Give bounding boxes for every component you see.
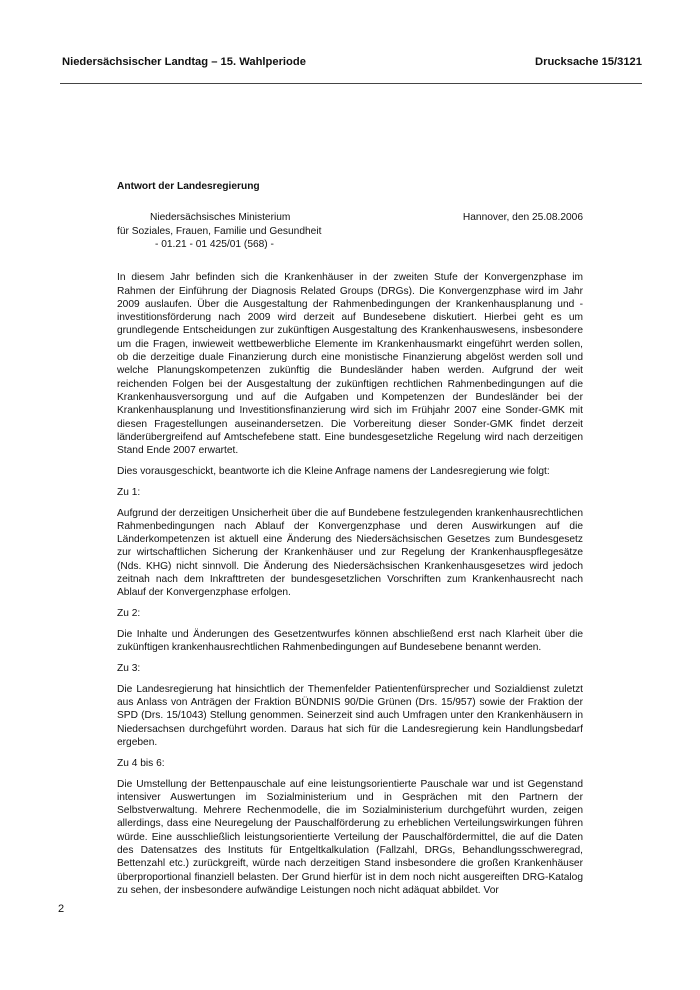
answer-1-text: Aufgrund der derzeitigen Unsicherheit über die auf Bundebene festzulegenden krankenhausrechtlichen Rahmenbedingungen nach Ablauf der Konvergenzphase und deren Auswirkungen auf die Länderkompetenzen ist aktuell eine Änderung des Niedersächsischen Gesetzes zum Bundesgesetz zur wirtschaftlichen Sicherung der Krankenhäuser und zur Regelung der Krankenhauspflegesätze (Nds. KHG) nicht sinnvoll. Die Änderung des Niedersächsischen Krankenhausgesetzes wird jedoch zeitnah nach dem Inkrafttreten der bundesgesetzlichen Vorschriften zum Krankenhausrecht nach Ablauf der Konvergenzphase erfolgen. — [117, 507, 583, 599]
intro-paragraph: In diesem Jahr befinden sich die Krankenhäuser in der zweiten Stufe der Konvergenzphase im Rahmen der Einführung der Diagnosis Related Groups (DRGs). Die Konvergenzphase wird im Jahr 2009 auslaufen. Über die Ausgestaltung der Rahmenbedingungen der Krankenhausplanung und -investitionsförderung nach 2009 wird derzeit auf Bundesebene diskutiert. Hierbei geht es um grundlegende Entscheidungen zur zukünftigen Ausgestaltung des Krankenhauswesens, insbesondere um die Fragen, inwieweit wettbewerbliche Elemente im Krankenhausmarkt eingeführt werden sollen, ob die derzeitige duale Finanzierung durch eine monistische Finanzierung abgelöst werden soll und welche Planungskompetenzen zukünftig die Bundesländer haben werden. Aufgrund der weit reichenden Folgen bei der Ausgestaltung der zukünftigen rechtlichen Rahmenbedingungen auf die Krankenhausversorgung und auf die Aufgaben und Kompetenzen der Bundesländer bei der Krankenhausplanung und Investitionsfinanzierung wird sich im Frühjahr 2007 eine Sonder-GMK mit diesen Fragestellungen auseinandersetzen. Die Vorbereitung dieser Sonder-GMK findet derzeit länderübergreifend auf Amtschefebene statt. Eine bundesgesetzliche Regelung wird nach derzeitigen Stand Ende 2007 erwartet. — [117, 272, 583, 457]
place-date: Hannover, den 25.08.2006 — [462, 212, 583, 224]
page-number: 2 — [58, 903, 65, 915]
file-reference: - 01.21 - 01 425/01 (568) - — [155, 238, 274, 250]
document-number: Drucksache 15/3121 — [535, 56, 642, 68]
answer-2-text: Die Inhalte und Änderungen des Gesetzentwurfes können abschließend erst nach Klarheit über die zukünftigen krankenhausrechtlichen Rahmenbedingungen auf Bundesebene benannt werden. — [117, 628, 583, 654]
running-header-title: Niedersächsischer Landtag – 15. Wahlperiode — [62, 56, 306, 68]
header-rule — [60, 83, 642, 84]
sender-block — [117, 211, 583, 271]
ministry-name: Niedersächsisches Ministerium — [150, 212, 291, 224]
answer-3-text: Die Landesregierung hat hinsichtlich der Themenfelder Patientenfürsprecher und Sozialdienst zuletzt aus Anlass von Anträgen der Fraktion BÜNDNIS 90/Die Grünen (Drs. 15/957) sowie der Fraktion der SPD (Drs. 15/1043) Stellung genommen. Seinerzeit sind auch Umfragen unter den Krankenhäusern in Niedersachsen durchgeführt worden. Daraus hat sich für die Landesregierung kein Handlungsbedarf ergeben. — [117, 683, 583, 748]
preface-statement: Dies vorausgeschickt, beantworte ich die Kleine Anfrage namens der Landesregierung wie folgt: — [117, 465, 550, 477]
ministry-department: für Soziales, Frauen, Familie und Gesundheit — [117, 225, 322, 237]
answer-4-6-text: Die Umstellung der Bettenpauschale auf eine leistungsorientierte Pauschale war und ist Gegenstand intensiver Auswertungen im Sozialministerium und in Gesprächen mit den Partnern der Selbstverwaltung. Mehrere Rechenmodelle, die im Sozialministerium durchgeführt wurden, zeigen allerdings, dass eine Neuregelung der Pauschalförderung zu erheblichen Verteilungswirkungen führen würde. Eine ausschließlich leistungsorientierte Verteilung der Pauschalfördermittel, die auf die Daten des Datensatzes des Instituts für Entgeltkalkulation (Fallzahl, DRGs, Behandlungsschweregrad, Bettenzahl etc.) zurückgreift, würde nach derzeitigen Stand insbesondere die großen Krankenhäuser überproportional finanziell belasten. Der Grund hierfür ist in dem noch nicht ausgereiften DRG-Katalog zu sehen, der insbesondere aufwändige Leistungen noch nicht adäquat abbildet. Vor — [117, 778, 583, 896]
answer-label-3: Zu 3: — [117, 663, 141, 675]
answer-label-4-6: Zu 4 bis 6: — [117, 757, 165, 769]
document-body — [117, 180, 583, 905]
answer-heading: Antwort der Landesregierung — [117, 181, 260, 192]
answer-label-2: Zu 2: — [117, 608, 141, 620]
answer-label-1: Zu 1: — [117, 486, 141, 498]
